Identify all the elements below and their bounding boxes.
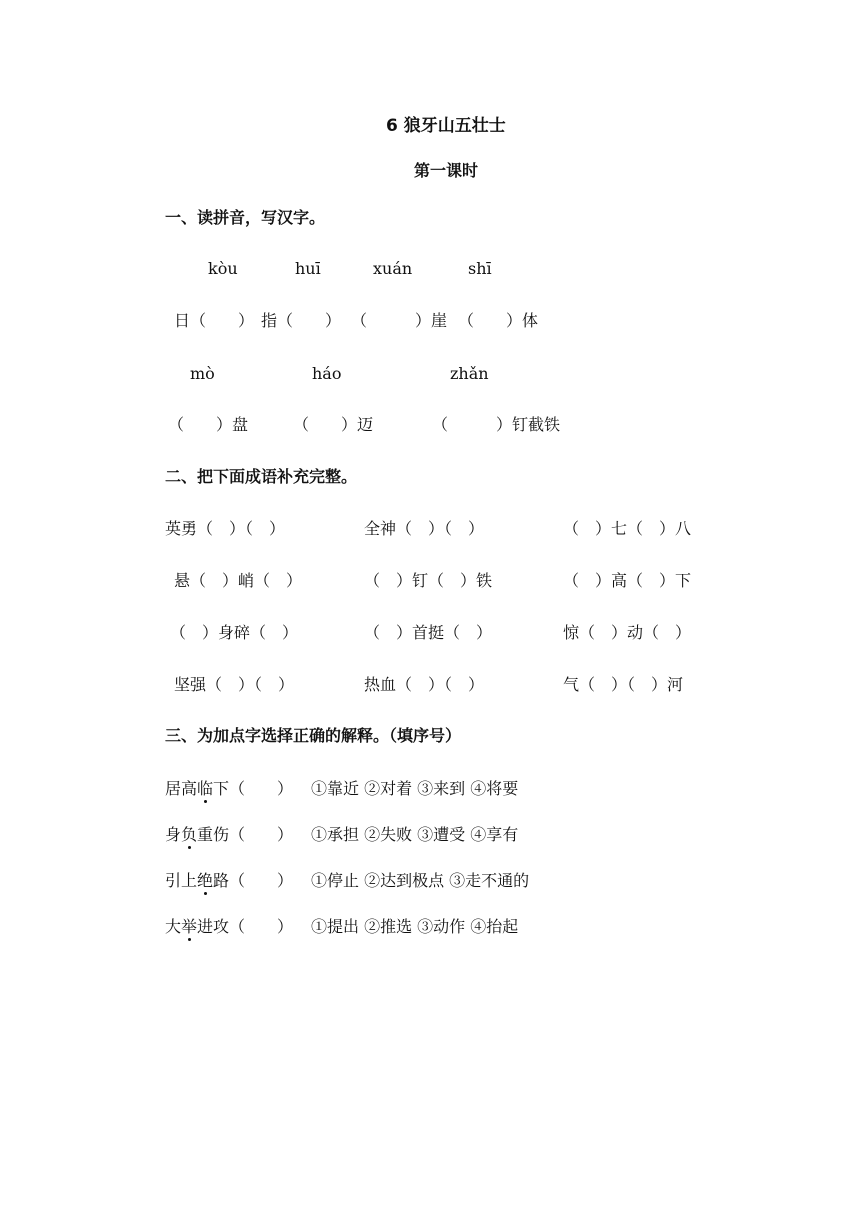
word-suffix: 下（ ） — [213, 779, 294, 798]
idiom-r3-c3[interactable]: 惊（ ）动（ ） — [563, 623, 692, 642]
pinyin-shi: shī — [468, 259, 492, 278]
options-item-3: ①停止 ②达到极点 ③走不通的 — [311, 871, 530, 890]
idiom-r2-c2[interactable]: （ ）钉（ ）铁 — [364, 571, 493, 590]
word-item-3[interactable] — [165, 871, 293, 891]
dotted-char: 临 — [197, 779, 214, 798]
section3-heading: 三、为加点字选择正确的解释。（填序号） — [165, 726, 462, 745]
word-suffix: 路（ ） — [213, 871, 294, 890]
word-item-1[interactable] — [165, 779, 293, 799]
idiom-r2-c3[interactable]: （ ）高（ ）下 — [563, 571, 692, 590]
blank-zhi-hui[interactable]: 指（ ） — [261, 311, 342, 330]
pinyin-hao: háo — [312, 364, 342, 383]
idiom-r4-c2[interactable]: 热血（ ）（ ） — [364, 675, 485, 694]
pinyin-kou: kòu — [208, 259, 238, 278]
word-prefix: 大 — [165, 917, 182, 936]
options-item-1: ①靠近 ②对着 ③来到 ④将要 — [311, 779, 519, 798]
blank-mo-pan[interactable]: （ ）盘 — [168, 415, 249, 434]
pinyin-mo: mò — [190, 364, 215, 383]
word-suffix: 重伤（ ） — [197, 825, 294, 844]
pinyin-xuan: xuán — [373, 259, 413, 278]
word-item-4[interactable] — [165, 917, 293, 937]
word-suffix: 进攻（ ） — [197, 917, 294, 936]
idiom-r4-c1[interactable]: 坚强（ ）（ ） — [174, 675, 295, 694]
word-prefix: 身 — [165, 825, 182, 844]
idiom-r1-c2[interactable]: 全神（ ）（ ） — [364, 519, 485, 538]
word-item-2[interactable] — [165, 825, 293, 845]
blank-hao-mai[interactable]: （ ）迈 — [293, 415, 374, 434]
dotted-char: 负 — [181, 825, 198, 844]
page-subtitle: 第一课时 — [414, 161, 479, 180]
idiom-r3-c1[interactable]: （ ）身碎（ ） — [170, 623, 299, 642]
options-item-2: ①承担 ②失败 ③遭受 ④享有 — [311, 825, 519, 844]
dotted-char: 举 — [181, 917, 198, 936]
word-prefix: 引上 — [165, 871, 198, 890]
blank-zhan-ding[interactable]: （ ）钉截铁 — [432, 415, 561, 434]
idiom-r2-c1[interactable]: 悬（ ）峭（ ） — [174, 571, 303, 590]
blank-shi-ti[interactable]: （ ）体 — [458, 311, 539, 330]
idiom-r1-c1[interactable]: 英勇（ ）（ ） — [165, 519, 286, 538]
section2-heading: 二、把下面成语补充完整。 — [165, 467, 358, 486]
pinyin-hui: huī — [295, 259, 321, 278]
options-item-4: ①提出 ②推选 ③动作 ④抬起 — [311, 917, 519, 936]
idiom-r3-c2[interactable]: （ ）首挺（ ） — [364, 623, 493, 642]
page-title: 6 狼牙山五壮士 — [386, 116, 506, 136]
idiom-r1-c3[interactable]: （ ）七（ ）八 — [563, 519, 692, 538]
dotted-char: 绝 — [197, 871, 214, 890]
blank-ri-kou[interactable]: 日（ ） — [174, 311, 255, 330]
word-prefix: 居高 — [165, 779, 198, 798]
idiom-r4-c3[interactable]: 气（ ）（ ）河 — [563, 675, 684, 694]
blank-xuan-ya[interactable]: （ ）崖 — [351, 311, 448, 330]
section1-heading: 一、读拼音，写汉字。 — [165, 208, 326, 227]
pinyin-zhan: zhǎn — [450, 364, 489, 383]
